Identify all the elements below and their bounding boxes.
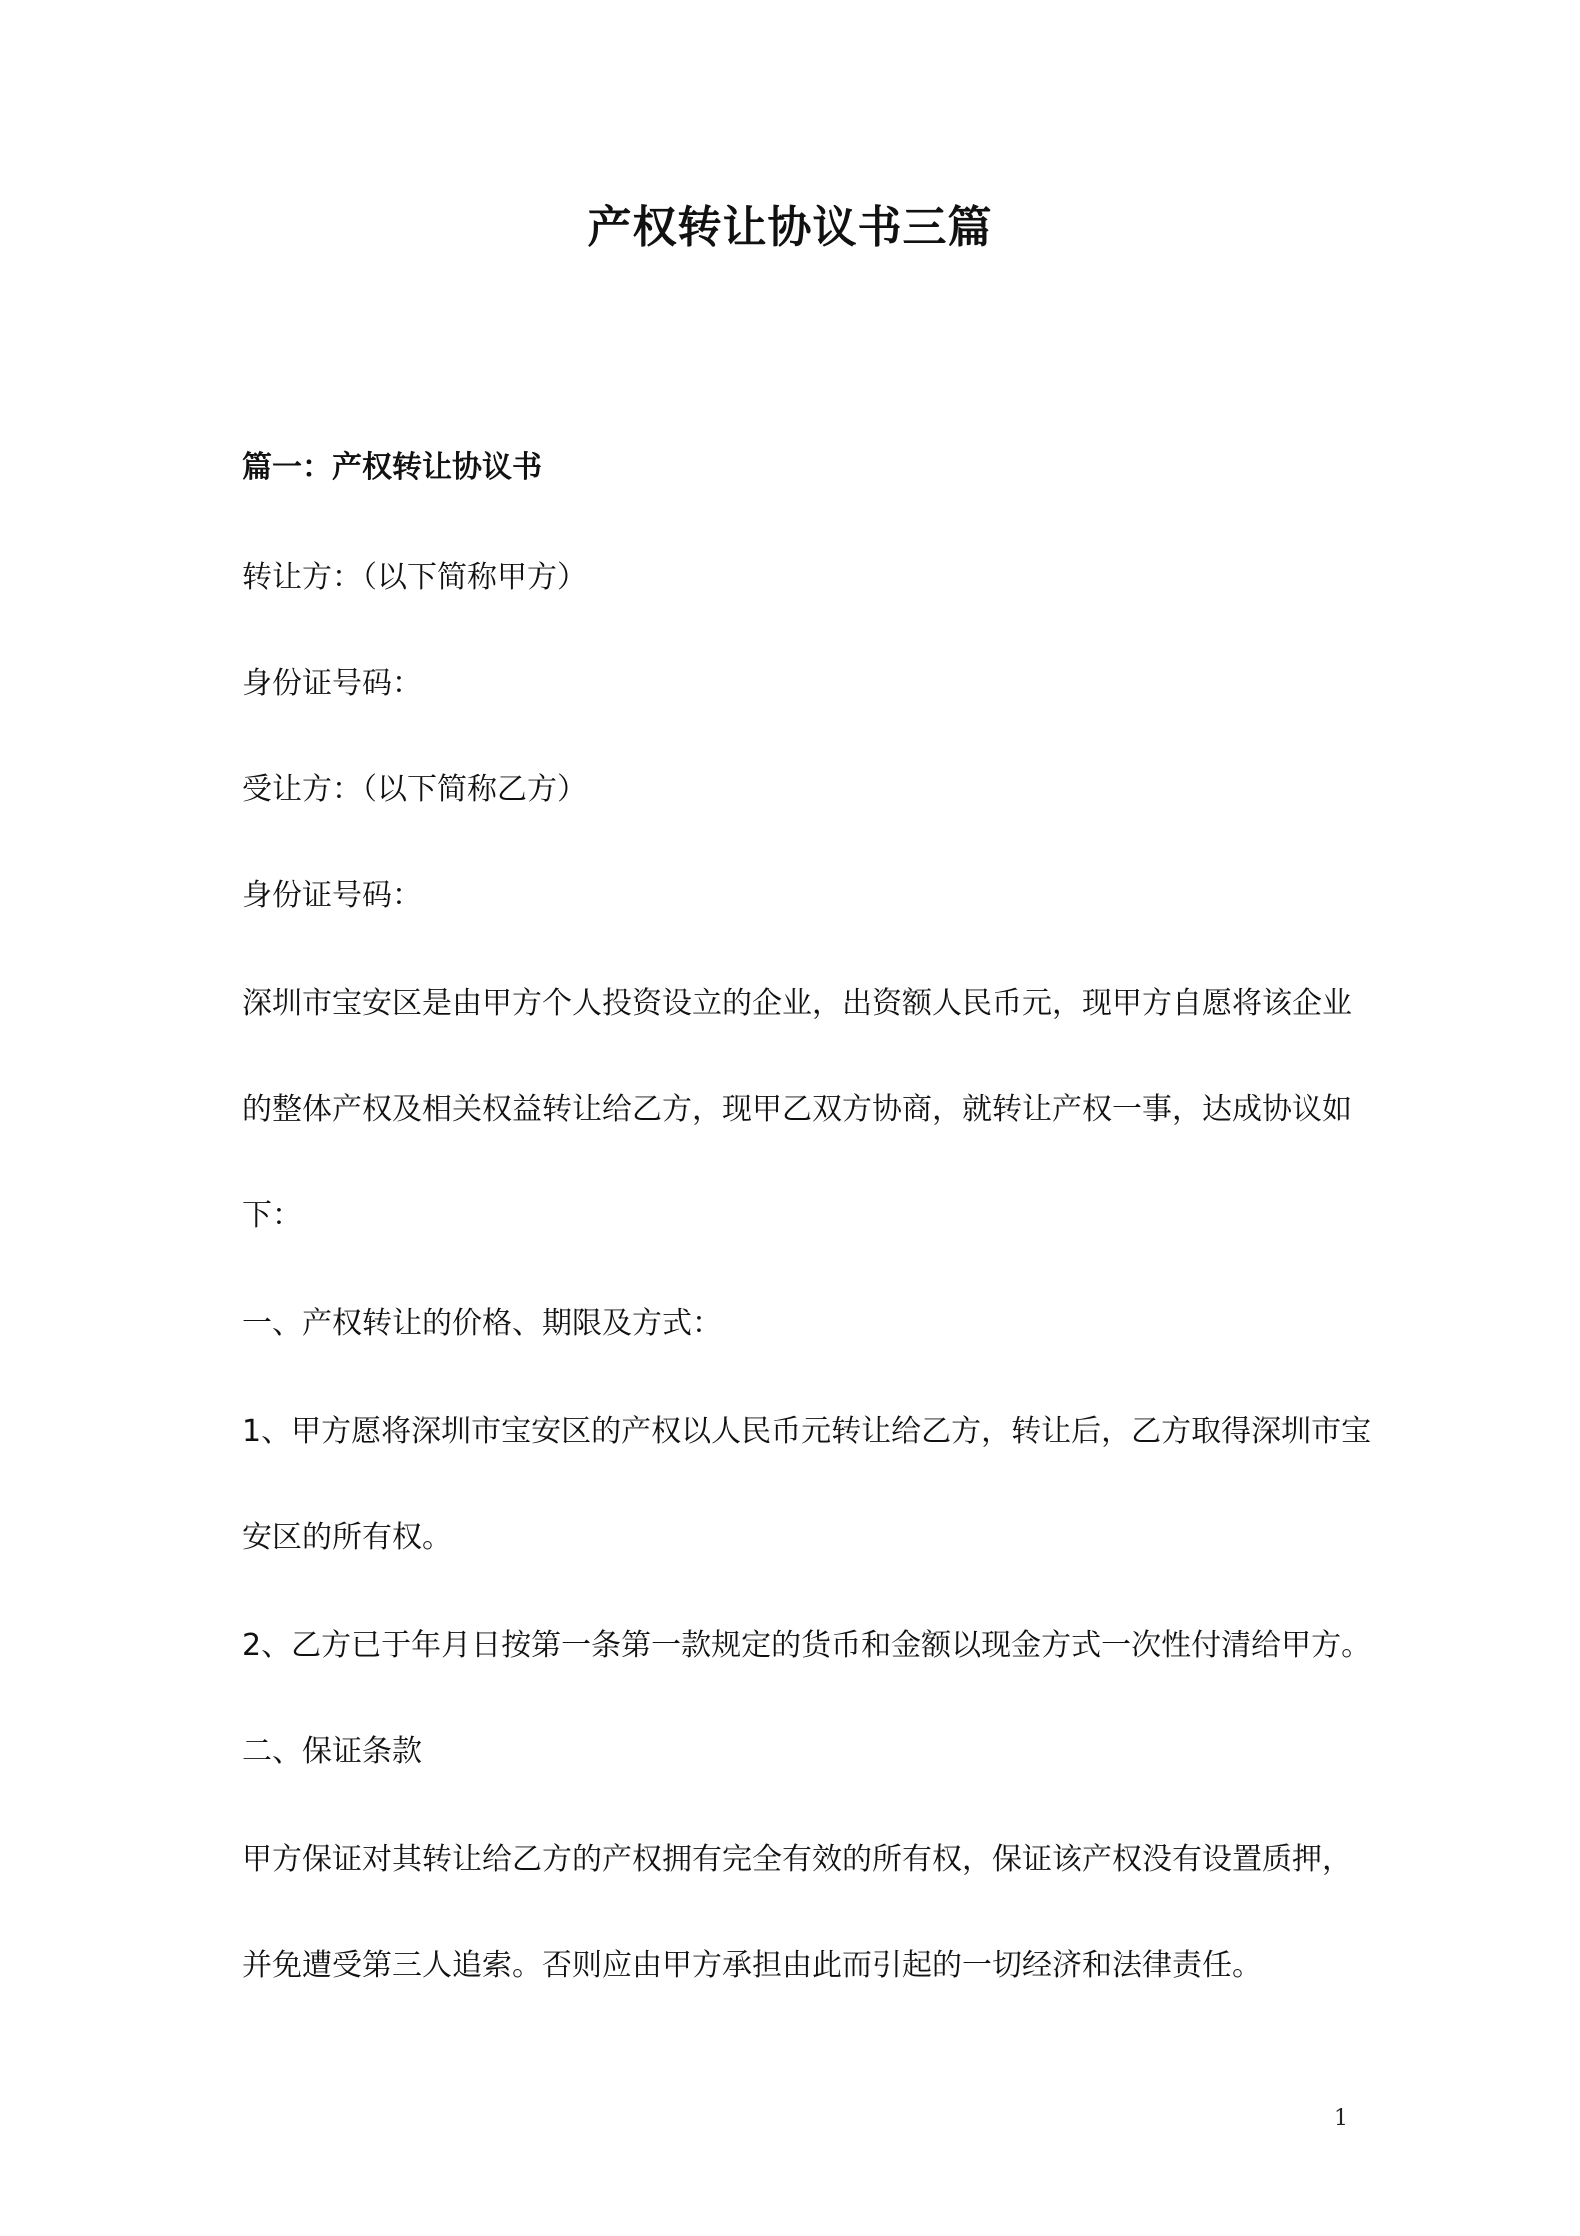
intro-paragraph-line: 的整体产权及相关权益转让给乙方，现甲乙双方协商，就转让产权一事，达成协议如 <box>242 1092 1352 1127</box>
section-heading: 篇一：产权转让协议书 <box>242 450 542 485</box>
transferor-id-line: 身份证号码： <box>242 666 422 701</box>
clause-line: 安区的所有权。 <box>242 1520 452 1555</box>
transferee-line: 受让方：（以下简称乙方） <box>242 772 587 807</box>
clause-heading: 二、保证条款 <box>242 1734 422 1769</box>
clause-line: 甲方保证对其转让给乙方的产权拥有完全有效的所有权，保证该产权没有设置质押， <box>242 1842 1352 1877</box>
clause-line: 2、乙方已于年月日按第一条第一款规定的货币和金额以现金方式一次性付清给甲方。 <box>242 1628 1372 1663</box>
transferor-line: 转让方：（以下简称甲方） <box>242 560 587 595</box>
intro-paragraph-line: 下： <box>242 1198 302 1233</box>
transferee-id-line: 身份证号码： <box>242 878 422 913</box>
clause-line: 并免遭受第三人追索。否则应由甲方承担由此而引起的一切经济和法律责任。 <box>242 1948 1262 1983</box>
document-title: 产权转让协议书三篇 <box>587 202 993 253</box>
clause-line: 1、甲方愿将深圳市宝安区的产权以人民币元转让给乙方，转让后，乙方取得深圳市宝 <box>242 1414 1372 1449</box>
clause-heading: 一、产权转让的价格、期限及方式： <box>242 1306 722 1341</box>
page-number: 1 <box>1334 2106 1348 2131</box>
intro-paragraph-line: 深圳市宝安区是由甲方个人投资设立的企业，出资额人民币元，现甲方自愿将该企业 <box>242 986 1352 1021</box>
